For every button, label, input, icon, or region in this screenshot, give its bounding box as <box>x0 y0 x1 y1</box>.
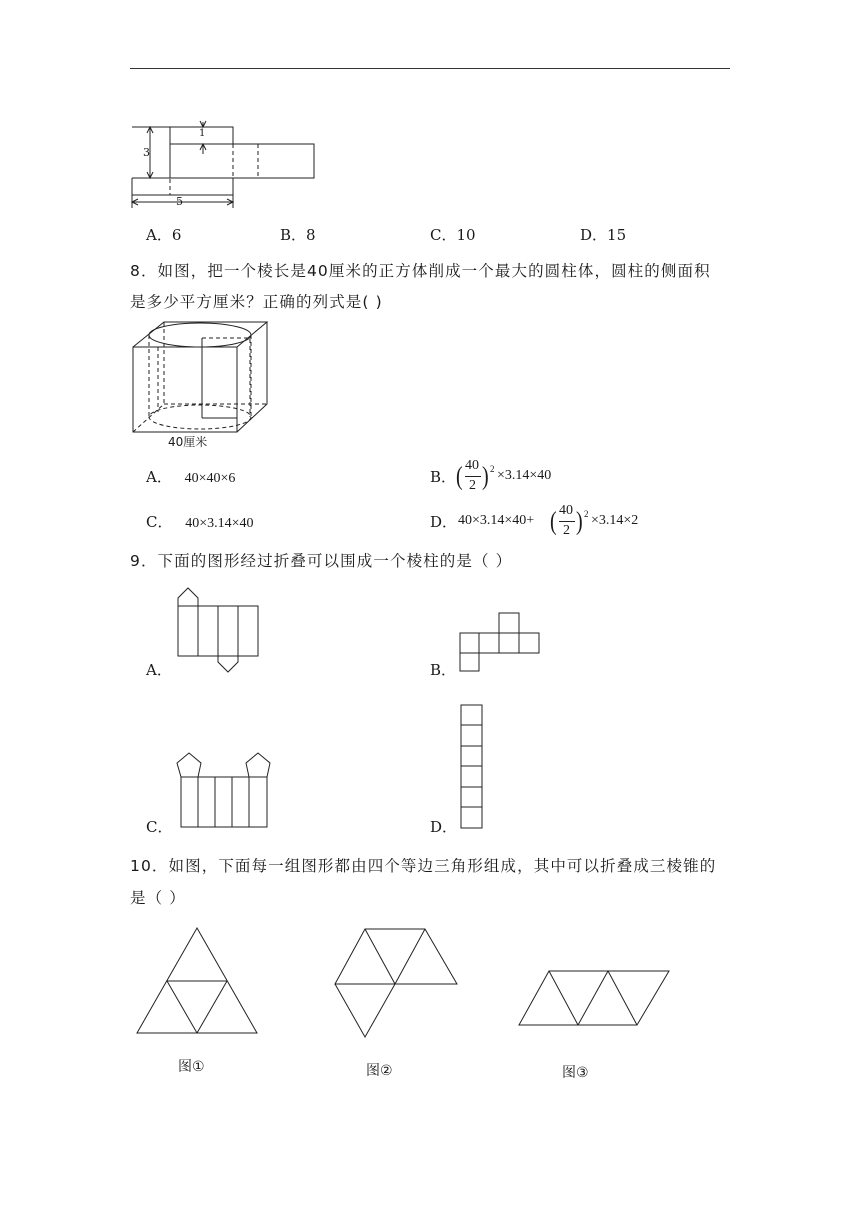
q8-stem-line1: 8．如图，把一个棱长是40厘米的正方体削成一个最大的圆柱体，圆柱的侧面积 <box>130 262 711 280</box>
q9-option-b-label: B． <box>430 661 457 679</box>
q8-option-c: C． 40×3.14×40 <box>146 513 254 531</box>
q9-stem: 9．下面的图形经过折叠可以围成一个棱柱的是（ ） <box>130 552 513 570</box>
q10-figure-2 <box>333 927 463 1042</box>
q8-option-d: D． <box>430 513 458 531</box>
q9-option-d-label: D． <box>430 818 458 836</box>
q10-caption-2: 图② <box>366 1063 393 1079</box>
q8-figure-label: 40厘米 <box>168 435 208 449</box>
q9-option-b-figure <box>459 611 549 676</box>
header-rule <box>130 68 730 69</box>
q8-option-a: A． 40×40×6 <box>146 468 236 486</box>
q9-option-a-figure <box>176 588 266 673</box>
q9-option-c-figure <box>177 751 277 831</box>
q9-option-c-label: C． <box>146 818 173 836</box>
q7-dim-top: 1 <box>199 128 206 139</box>
q7-dim-side: 3 <box>143 146 150 159</box>
q10-stem-line1: 10．如图，下面每一组图形都由四个等边三角形组成，其中可以折叠成三棱锥的 <box>130 857 717 875</box>
q7-option-c: C．10 <box>430 226 476 244</box>
q7-option-b: B．8 <box>280 226 316 244</box>
q10-caption-1: 图① <box>178 1059 205 1075</box>
q7-dim-bottom: 5 <box>176 195 183 208</box>
q9-option-d-figure <box>459 703 489 831</box>
q7-option-a: A．6 <box>146 226 182 244</box>
q7-net-figure <box>128 122 328 212</box>
q9-option-a-label: A． <box>146 661 172 679</box>
q10-caption-3: 图③ <box>562 1065 589 1081</box>
q7-option-d: D．15 <box>580 226 627 244</box>
q8-cube-figure <box>132 320 272 440</box>
q10-figure-1 <box>136 926 261 1036</box>
q8-option-b: B． <box>430 468 457 486</box>
q8-stem-line2: 是多少平方厘米？正确的列式是( ) <box>130 293 383 311</box>
q10-figure-3 <box>517 969 672 1029</box>
q10-stem-line2: 是（ ） <box>130 889 186 907</box>
